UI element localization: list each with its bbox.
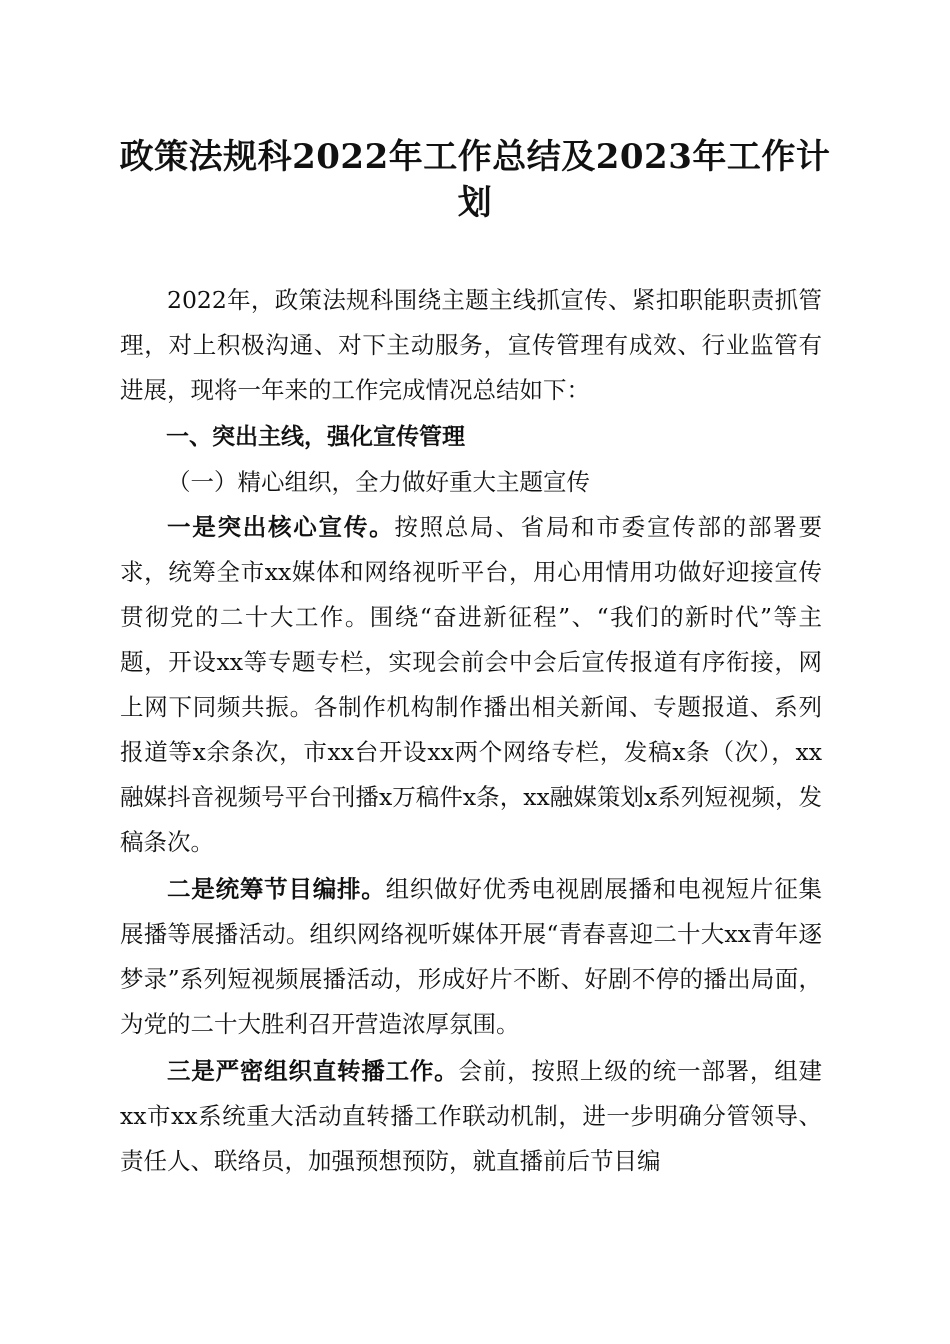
body-paragraph-3 <box>120 1049 822 1184</box>
section-heading: 一、突出主线，强化宣传管理 <box>166 424 465 450</box>
paragraph-lead: 一是突出核心宣传。 <box>167 513 395 541</box>
document-body <box>120 278 822 1184</box>
paragraph-text: 按照总局、省局和市委宣传部的部署要求，统筹全市xx媒体和网络视听平台，用心用情用功做好迎接宣传贯彻党的二十大工作。围绕“奋进新征程”、“我们的新时代”等主题，开设xx等专题专栏，实现会前会中会后宣传报道有序衔接，网上网下同频共振。各制作机构制作播出相关新闻、专题报道、系列报道等x余条次，市xx台开设xx两个网络专栏，发稿x条（次），xx融媒抖音视频号平台刊播x万稿件x条，xx融媒策划x系列短视频，发稿条次。 <box>120 513 823 856</box>
body-paragraph-1 <box>120 505 822 865</box>
intro-paragraph: 2022年，政策法规科围绕主题主线抓宣传、紧扣职能职责抓管理，对上积极沟通、对下主动服务，宣传管理有成效、行业监管有进展，现将一年来的工作完成情况总结如下： <box>120 286 822 404</box>
body-paragraph-2 <box>120 867 822 1047</box>
subsection-heading: （一）精心组织，全力做好重大主题宣传 <box>167 468 590 496</box>
paragraph-lead: 三是严密组织直转播工作。 <box>167 1057 459 1085</box>
paragraph-lead: 二是统筹节目编排。 <box>167 875 386 903</box>
document-title: 政策法规科2022年工作总结及2023年工作计划 <box>119 137 831 223</box>
paragraph-text: 组织做好优秀电视剧展播和电视短片征集展播等展播活动。组织网络视听媒体开展“青春喜迎二十大xx青年逐梦录”系列短视频展播活动，形成好片不断、好剧不停的播出局面，为党的二十大胜利召开营造浓厚氛围。 <box>120 875 823 1038</box>
paragraph-text: 会前，按照上级的统一部署，组建xx市xx系统重大活动直转播工作联动机制，进一步明确分管领导、责任人、联络员，加强预想预防，就直播前后节目编 <box>120 1057 823 1175</box>
